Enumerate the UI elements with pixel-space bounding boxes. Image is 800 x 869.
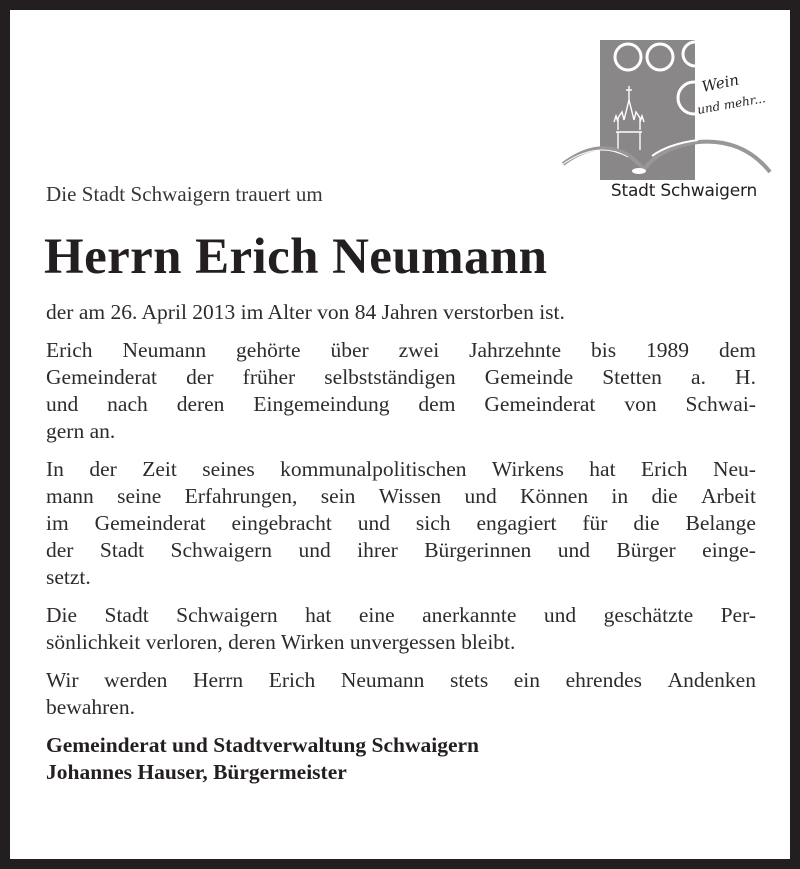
word: die: [633, 511, 660, 535]
word: Gemeinderat: [484, 392, 596, 416]
word: ehrendes: [565, 668, 643, 692]
text-line: [46, 456, 756, 483]
paragraph-council-service: [46, 337, 756, 445]
word: und: [557, 538, 590, 562]
word: seine: [117, 484, 162, 508]
word: Zeit: [142, 457, 177, 481]
obituary-notice: [10, 10, 790, 859]
signature-block: [46, 732, 756, 786]
word: Belange: [685, 511, 756, 535]
word: für: [582, 511, 608, 535]
text-line: [46, 364, 756, 391]
word: ihrer: [357, 538, 398, 562]
word: Jahrzehnte: [469, 338, 562, 362]
notice-body: [46, 299, 756, 786]
word: einge-: [702, 538, 756, 562]
word: über: [330, 338, 369, 362]
word: Erich: [46, 338, 93, 362]
word: hat: [589, 457, 616, 481]
word: mann: [46, 484, 94, 508]
text-line: der am 26. April 2013 im Alter von 84 Jahren verstorben ist.: [46, 300, 565, 324]
word: dem: [718, 338, 756, 362]
paragraph-political-work: [46, 456, 756, 591]
word: gehörte: [236, 338, 301, 362]
paragraph-death-date: [46, 299, 756, 326]
paragraph-loss: [46, 602, 756, 656]
word: Stadt: [104, 603, 149, 627]
word: und: [46, 392, 79, 416]
word: 1989: [646, 338, 689, 362]
word: im: [46, 511, 69, 535]
word: Gemeinde: [484, 365, 574, 389]
deceased-name: Herrn Erich Neumann: [44, 229, 548, 285]
word: und: [464, 484, 497, 508]
text-line: setzt.: [46, 565, 91, 589]
text-line: [46, 510, 756, 537]
word: Gemeinderat: [94, 511, 206, 535]
word: früher: [242, 365, 296, 389]
word: der: [46, 538, 74, 562]
text-line: [46, 537, 756, 564]
word: Erfahrungen,: [184, 484, 298, 508]
word: Neumann: [340, 668, 425, 692]
word: Bürger: [616, 538, 676, 562]
word: a.: [691, 365, 706, 389]
text-line: [46, 391, 756, 418]
word: Neu-: [712, 457, 756, 481]
signature-mayor: Johannes Hauser, Bürgermeister: [46, 760, 347, 784]
word: Andenken: [667, 668, 756, 692]
word: eine: [358, 603, 395, 627]
logo-caption: Stadt Schwaigern: [610, 181, 758, 201]
word: von: [624, 392, 657, 416]
word: und: [357, 511, 390, 535]
word: und: [543, 603, 577, 627]
word: der: [186, 365, 214, 389]
word: deren: [176, 392, 225, 416]
intro-line: Die Stadt Schwaigern trauert um: [46, 182, 323, 206]
word: nach: [107, 392, 148, 416]
text-line: [46, 602, 756, 629]
word: kommunalpolitischen: [280, 457, 467, 481]
word: eingebracht: [231, 511, 332, 535]
word: Erich: [268, 668, 316, 692]
logo-graphic-icon: [558, 30, 778, 180]
word: Gemeinderat: [46, 365, 158, 389]
text-line: [46, 337, 756, 364]
word: Neumann: [122, 338, 207, 362]
word: sich: [415, 511, 451, 535]
word: engagiert: [476, 511, 557, 535]
word: Wir: [46, 668, 79, 692]
word: in: [611, 484, 629, 508]
word: werden: [104, 668, 168, 692]
word: Stadt: [99, 538, 145, 562]
word: und: [298, 538, 331, 562]
paragraph-remembrance: [46, 667, 756, 721]
word: selbstständigen: [324, 365, 456, 389]
word: Schwaigern: [176, 603, 278, 627]
word: sein: [320, 484, 356, 508]
word: Arbeit: [701, 484, 756, 508]
word: anerkannte: [422, 603, 517, 627]
word: zwei: [398, 338, 440, 362]
word: In: [46, 457, 64, 481]
word: ein: [513, 668, 541, 692]
word: Wissen: [378, 484, 442, 508]
word: stets: [449, 668, 489, 692]
word: bis: [590, 338, 617, 362]
word: seines: [202, 457, 255, 481]
word: H.: [735, 365, 756, 389]
logo-slogan-line1: Wein: [700, 70, 741, 96]
word: geschätzte: [603, 603, 694, 627]
word: Schwai-: [685, 392, 756, 416]
word: Können: [520, 484, 589, 508]
text-line: [46, 483, 756, 510]
word: Wirkens: [491, 457, 564, 481]
word: dem: [418, 392, 456, 416]
text-line: sönlichkeit verloren, deren Wirken unvergessen bleibt.: [46, 630, 516, 654]
logo-slogan-line2: und mehr...: [696, 91, 767, 117]
word: Stetten: [602, 365, 662, 389]
word: Bürgerinnen: [424, 538, 532, 562]
signature-organization: Gemeinderat und Stadtverwaltung Schwaigern: [46, 733, 479, 757]
word: Herrn: [192, 668, 244, 692]
word: Per-: [720, 603, 756, 627]
word: Erich: [640, 457, 688, 481]
text-line: gern an.: [46, 419, 116, 443]
city-logo: [558, 30, 778, 215]
text-line: [46, 667, 756, 694]
text-line: bewahren.: [46, 695, 135, 719]
word: der: [89, 457, 117, 481]
word: Die: [46, 603, 78, 627]
word: hat: [305, 603, 332, 627]
word: die: [651, 484, 678, 508]
word: Schwaigern: [170, 538, 273, 562]
word: Eingemeindung: [253, 392, 390, 416]
